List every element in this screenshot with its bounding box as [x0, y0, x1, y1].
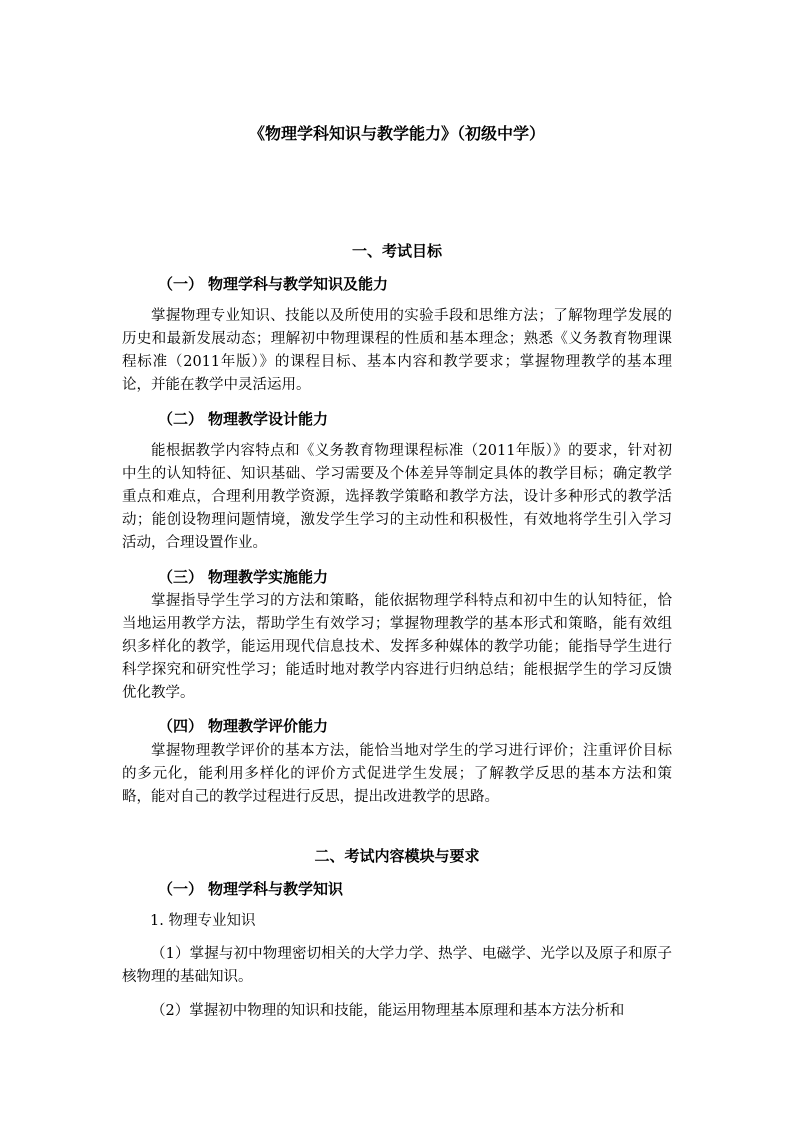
paragraph-implementation: 掌握指导学生学习的方法和策略，能依据物理学科特点和初中生的认知特征，恰当地运用教学方法，帮助学生有效学习；掌握物理教学的基本形式和策略，能有效组织多样化的教学，能运用现代信息技术、发挥多种媒体的教学功能；能指导学生进行科学探究和研究性学习；能适时地对教学内容进行归纳总结；能根据学生的学习反馈优化教学。	[122, 593, 672, 701]
subsection-title: 物理教学设计能力	[208, 410, 329, 428]
subsection-title: 物理学科与教学知识	[208, 880, 344, 898]
subsection-title: 物理学科与教学知识及能力	[208, 275, 389, 293]
section-heading-exam-objectives: 一、考试目标	[351, 242, 442, 260]
subsection-heading-evaluation	[158, 715, 328, 737]
subsection-heading-subject-knowledge	[158, 878, 343, 900]
subsection-number: （四）	[158, 717, 204, 735]
subsection-title: 物理教学评价能力	[208, 717, 329, 735]
document-title: 《物理学科知识与教学能力》（初级中学）	[248, 124, 545, 143]
paragraph-evaluation: 掌握物理教学评价的基本方法，能恰当地对学生的学习进行评价；注重评价目标的多元化，能利用多样化的评价方式促进学生发展；了解教学反思的基本方法和策略，能对自己的教学过程进行反思，提出改进教学的思路。	[122, 743, 672, 805]
subsection-number: （二）	[158, 410, 204, 428]
subsection-number: （一）	[158, 880, 204, 898]
paragraph-item-2: （2）掌握初中物理的知识和技能，能运用物理基本原理和基本方法分析和	[151, 1003, 625, 1019]
section-heading-content-modules: 二、考试内容模块与要求	[314, 847, 480, 865]
item-physics-knowledge: 1. 物理专业知识	[150, 913, 256, 929]
paragraph-item-1: （1）掌握与初中物理密切相关的大学力学、热学、电磁学、光学以及原子和原子核物理的基础知识。	[122, 946, 672, 985]
subsection-number: （一）	[158, 275, 204, 293]
subsection-heading-design	[158, 408, 328, 430]
subsection-number: （三）	[158, 568, 204, 586]
subsection-heading-knowledge	[158, 273, 388, 295]
subsection-heading-implementation	[158, 566, 328, 588]
subsection-title: 物理教学实施能力	[208, 568, 329, 586]
paragraph-design: 能根据教学内容特点和《义务教育物理课程标准（2011年版）》的要求，针对初中生的认知特征、知识基础、学习需要及个体差异等制定具体的教学目标；确定教学重点和难点，合理利用教学资源，选择教学策略和教学方法，设计多种形式的教学活动；能创设物理问题情境，激发学生学习的主动性和积极性，有效地将学生引入学习活动，合理设置作业。	[122, 443, 672, 551]
paragraph-knowledge: 掌握物理专业知识、技能以及所使用的实验手段和思维方法；了解物理学发展的历史和最新发展动态；理解初中物理课程的性质和基本理念；熟悉《义务教育物理课程标准（2011年版）》的课程目标、基本内容和教学要求；掌握物理教学的基本理论，并能在教学中灵活运用。	[122, 308, 672, 393]
